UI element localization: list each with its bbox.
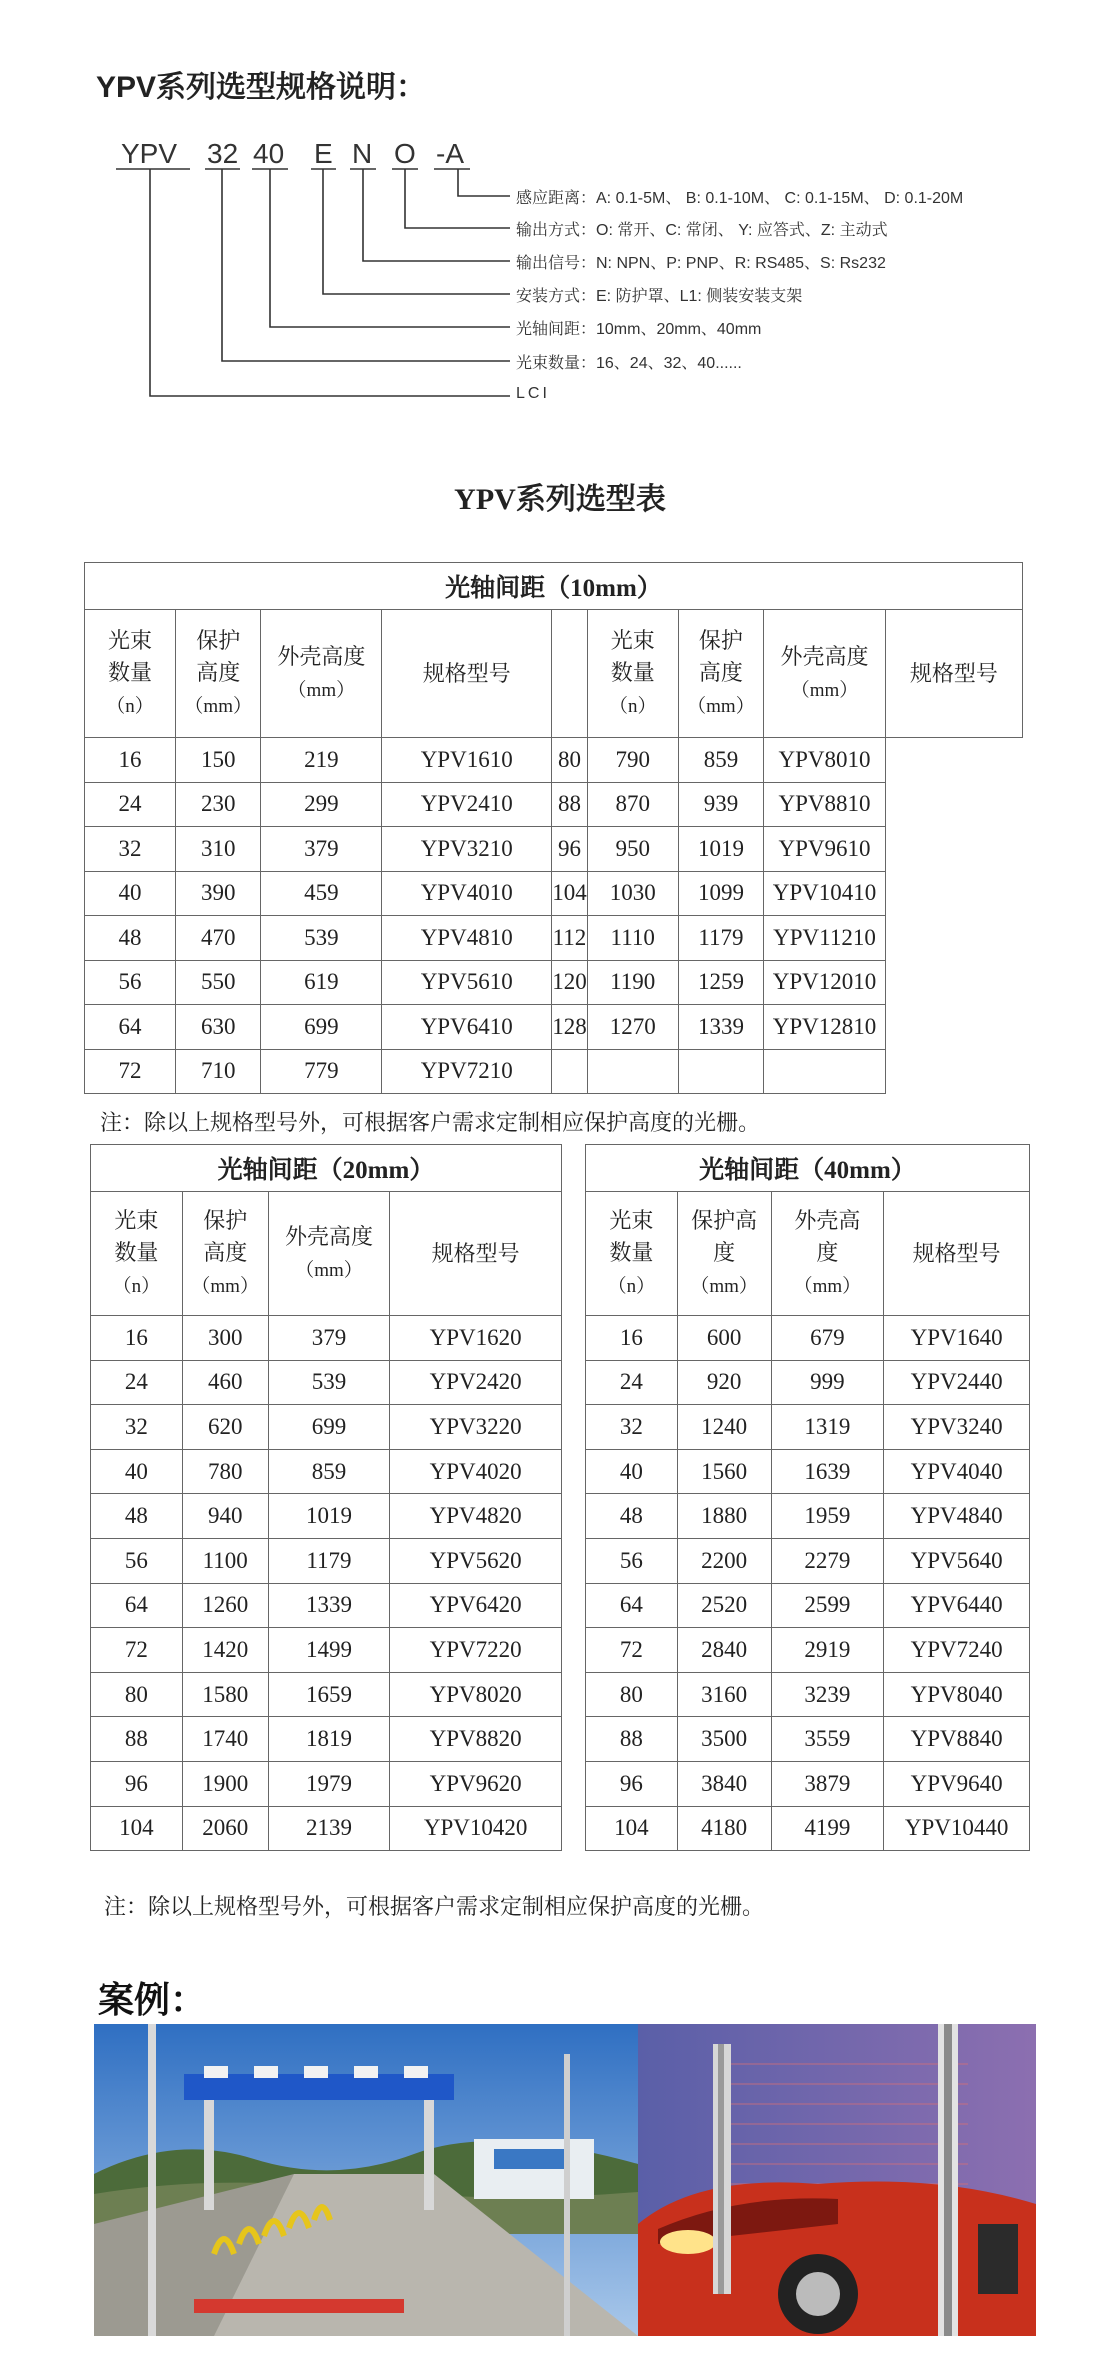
table-row: [91, 1449, 562, 1494]
cell-beams: 56: [85, 960, 176, 1005]
cell-beams: 48: [85, 916, 176, 961]
cell-model: [764, 1049, 886, 1094]
cell-protect-height: 920: [677, 1360, 771, 1405]
table-row: [91, 1717, 562, 1762]
cell-protect-height: 940: [182, 1494, 268, 1539]
cell-protect-height: 2520: [677, 1583, 771, 1628]
header-beams: 光束 数量 （n）: [91, 1192, 183, 1316]
cell-model: YPV10420: [390, 1806, 562, 1851]
cell-shell-height: 219: [261, 738, 382, 783]
cell-beams: 96: [586, 1761, 678, 1806]
cell-beams: 16: [91, 1316, 183, 1361]
cell-beams: 88: [586, 1717, 678, 1762]
cell-shell-height: 1339: [268, 1583, 390, 1628]
cell-shell-height: 779: [261, 1049, 382, 1094]
table-row: [91, 1761, 562, 1806]
table-row: [586, 1672, 1030, 1717]
case-photo-toll-station: [94, 2024, 638, 2336]
code-label-series: LCI: [516, 385, 550, 402]
code-part-range: -A: [436, 138, 464, 169]
cell-shell-height: 459: [261, 871, 382, 916]
cell-shell-height: 939: [678, 782, 764, 827]
cell-model: YPV4820: [390, 1494, 562, 1539]
cell-beams: 48: [91, 1494, 183, 1539]
cell-protect-height: 600: [677, 1316, 771, 1361]
header-model: 规格型号: [885, 610, 1022, 738]
cell-beams: 80: [586, 1672, 678, 1717]
cell-beams: 40: [586, 1449, 678, 1494]
cell-beams: 32: [91, 1405, 183, 1450]
table-row: [586, 1583, 1030, 1628]
cell-model: YPV5640: [884, 1538, 1030, 1583]
cell-model: YPV8810: [764, 782, 886, 827]
cell-protect-height: 310: [175, 827, 261, 872]
table-row: [91, 1360, 562, 1405]
cell-shell-height: 1179: [268, 1538, 390, 1583]
code-label-signal: 输出信号：N: NPN、P: PNP、R: RS485、S: Rs232: [516, 255, 886, 272]
cell-beams: 24: [85, 782, 176, 827]
cell-protect-height: 1190: [587, 960, 678, 1005]
cell-beams: 72: [586, 1628, 678, 1673]
cell-protect-height: 2060: [182, 1806, 268, 1851]
cell-shell-height: 539: [268, 1360, 390, 1405]
cell-model: YPV7240: [884, 1628, 1030, 1673]
table-title: YPV系列选型表: [454, 483, 666, 516]
cell-shell-height: 1499: [268, 1628, 390, 1673]
cell-protect-height: 460: [182, 1360, 268, 1405]
header-beams: 光束 数量 （n）: [587, 610, 678, 738]
table-row: [85, 916, 1023, 961]
table-row: [85, 960, 1023, 1005]
cell-beams: 112: [552, 916, 588, 961]
cell-shell-height: 2919: [771, 1628, 884, 1673]
cell-model: YPV3210: [382, 827, 552, 872]
code-part-beams: 32: [207, 138, 239, 169]
cell-protect-height: 1560: [677, 1449, 771, 1494]
case-title: 案例：: [98, 1979, 207, 2020]
cell-model: YPV2440: [884, 1360, 1030, 1405]
table-row: [85, 827, 1023, 872]
cell-beams: 64: [586, 1583, 678, 1628]
table-row: [85, 782, 1023, 827]
table-row: [586, 1717, 1030, 1762]
header-model: 规格型号: [382, 610, 552, 738]
cell-shell-height: [678, 1049, 764, 1094]
table-row: [91, 1538, 562, 1583]
cell-shell-height: 859: [268, 1449, 390, 1494]
cell-protect-height: 150: [175, 738, 261, 783]
cell-shell-height: 2139: [268, 1806, 390, 1851]
cell-protect-height: 4180: [677, 1806, 771, 1851]
cell-protect-height: 1030: [587, 871, 678, 916]
cell-protect-height: 2200: [677, 1538, 771, 1583]
cell-protect-height: 950: [587, 827, 678, 872]
cell-beams: 72: [91, 1628, 183, 1673]
cell-beams: 80: [91, 1672, 183, 1717]
cell-protect-height: 1580: [182, 1672, 268, 1717]
cell-protect-height: [587, 1049, 678, 1094]
cell-beams: 120: [552, 960, 588, 1005]
cell-shell-height: 1339: [678, 1005, 764, 1050]
table-row: [91, 1494, 562, 1539]
cell-model: YPV6440: [884, 1583, 1030, 1628]
cell-shell-height: 379: [268, 1316, 390, 1361]
header-protect-height: 保护 高度 （mm）: [182, 1192, 268, 1316]
header-shell-height: 外壳高度 （mm）: [764, 610, 886, 738]
cell-shell-height: 699: [261, 1005, 382, 1050]
cell-shell-height: 1659: [268, 1672, 390, 1717]
cell-model: YPV9640: [884, 1761, 1030, 1806]
cell-model: YPV8020: [390, 1672, 562, 1717]
cell-protect-height: 1740: [182, 1717, 268, 1762]
cell-shell-height: 859: [678, 738, 764, 783]
code-part-mount: E: [314, 138, 333, 169]
cell-protect-height: 1270: [587, 1005, 678, 1050]
cell-protect-height: 1110: [587, 916, 678, 961]
cell-protect-height: 390: [175, 871, 261, 916]
cell-protect-height: 620: [182, 1405, 268, 1450]
cell-shell-height: 1959: [771, 1494, 884, 1539]
cell-model: YPV2410: [382, 782, 552, 827]
table-40mm: [585, 1144, 1030, 1851]
cell-shell-height: 3559: [771, 1717, 884, 1762]
table-row: [586, 1628, 1030, 1673]
header-shell-height: 外壳高度 （mm）: [268, 1192, 390, 1316]
cell-beams: 104: [586, 1806, 678, 1851]
code-part-signal: N: [352, 138, 373, 169]
cell-shell-height: 2279: [771, 1538, 884, 1583]
cell-shell-height: 1979: [268, 1761, 390, 1806]
cell-shell-height: 1319: [771, 1405, 884, 1450]
cell-shell-height: 539: [261, 916, 382, 961]
table-row: [586, 1449, 1030, 1494]
cell-protect-height: 470: [175, 916, 261, 961]
cell-model: YPV1610: [382, 738, 552, 783]
header-shell-height: 外壳高度 （mm）: [261, 610, 382, 738]
code-label-spacing: 光轴间距：10mm、20mm、40mm: [516, 321, 762, 338]
cell-model: YPV3220: [390, 1405, 562, 1450]
code-label-range: 感应距离：A: 0.1-5M、 B: 0.1-10M、 C: 0.1-15M、 D: 0.1-20M: [516, 190, 964, 207]
cell-model: YPV10440: [884, 1806, 1030, 1851]
cell-model: YPV8840: [884, 1717, 1030, 1762]
cell-beams: 88: [91, 1717, 183, 1762]
cell-beams: 80: [552, 738, 588, 783]
cell-beams: 32: [586, 1405, 678, 1450]
cell-model: YPV3240: [884, 1405, 1030, 1450]
cell-shell-height: 679: [771, 1316, 884, 1361]
cell-model: YPV7210: [382, 1049, 552, 1094]
table-row: [586, 1494, 1030, 1539]
cell-protect-height: 790: [587, 738, 678, 783]
code-label-output: 输出方式：O: 常开、C: 常闭、 Y: 应答式、Z: 主动式: [516, 222, 888, 239]
table-row: [85, 1049, 1023, 1094]
cell-protect-height: 1260: [182, 1583, 268, 1628]
table-20mm: [90, 1144, 562, 1851]
cell-protect-height: 3160: [677, 1672, 771, 1717]
code-part-output: O: [394, 138, 416, 169]
cell-beams: 40: [85, 871, 176, 916]
cell-beams: 16: [586, 1316, 678, 1361]
cell-model: YPV4010: [382, 871, 552, 916]
cell-model: YPV2420: [390, 1360, 562, 1405]
cell-model: YPV1640: [884, 1316, 1030, 1361]
table-row: [586, 1761, 1030, 1806]
code-label-beams: 光束数量：16、24、32、40......: [516, 355, 742, 372]
cell-model: YPV10410: [764, 871, 886, 916]
cell-beams: 72: [85, 1049, 176, 1094]
table-row: [85, 871, 1023, 916]
cell-protect-height: 230: [175, 782, 261, 827]
cell-model: YPV5620: [390, 1538, 562, 1583]
cell-protect-height: 300: [182, 1316, 268, 1361]
cell-protect-height: 1100: [182, 1538, 268, 1583]
cell-model: YPV6420: [390, 1583, 562, 1628]
table-row: [91, 1806, 562, 1851]
cell-shell-height: 1099: [678, 871, 764, 916]
cell-shell-height: 1639: [771, 1449, 884, 1494]
cell-protect-height: 630: [175, 1005, 261, 1050]
note-20-40mm: 注：除以上规格型号外，可根据客户需求定制相应保护高度的光栅。: [104, 1894, 765, 1919]
cell-model: YPV7220: [390, 1628, 562, 1673]
header-protect-height: 保护 高度 （mm）: [175, 610, 261, 738]
table-row: [586, 1538, 1030, 1583]
code-part-spacing: 40: [253, 138, 285, 169]
cell-beams: 40: [91, 1449, 183, 1494]
table-row: [91, 1672, 562, 1717]
cell-model: YPV9610: [764, 827, 886, 872]
spec-heading: YPV系列选型规格说明：: [96, 71, 427, 104]
cell-beams: 24: [91, 1360, 183, 1405]
table-row: [586, 1405, 1030, 1450]
cell-model: YPV4040: [884, 1449, 1030, 1494]
cell-shell-height: 2599: [771, 1583, 884, 1628]
table-row: [85, 738, 1023, 783]
cell-model: YPV11210: [764, 916, 886, 961]
cell-protect-height: 2840: [677, 1628, 771, 1673]
cell-shell-height: 1259: [678, 960, 764, 1005]
table-row: [85, 1005, 1023, 1050]
cell-model: YPV1620: [390, 1316, 562, 1361]
table-row: [91, 1405, 562, 1450]
cell-beams: 56: [91, 1538, 183, 1583]
cell-protect-height: 3500: [677, 1717, 771, 1762]
cell-model: YPV4020: [390, 1449, 562, 1494]
cell-shell-height: 3879: [771, 1761, 884, 1806]
cell-shell-height: 1019: [268, 1494, 390, 1539]
table-40mm-title: 光轴间距（40mm）: [586, 1145, 1030, 1192]
cell-model: YPV9620: [390, 1761, 562, 1806]
cell-protect-height: 710: [175, 1049, 261, 1094]
table-20mm-title: 光轴间距（20mm）: [91, 1145, 562, 1192]
cell-protect-height: 780: [182, 1449, 268, 1494]
cell-beams: 96: [91, 1761, 183, 1806]
table-10mm: [84, 562, 1023, 1094]
cell-shell-height: 1179: [678, 916, 764, 961]
cell-beams: 88: [552, 782, 588, 827]
cell-model: YPV5610: [382, 960, 552, 1005]
cell-beams: 32: [85, 827, 176, 872]
cell-protect-height: 1900: [182, 1761, 268, 1806]
cell-shell-height: 4199: [771, 1806, 884, 1851]
cell-beams: 104: [552, 871, 588, 916]
header-model: 规格型号: [884, 1192, 1030, 1316]
cell-model: YPV8040: [884, 1672, 1030, 1717]
cell-model: YPV6410: [382, 1005, 552, 1050]
cell-beams: 64: [91, 1583, 183, 1628]
cell-protect-height: 1240: [677, 1405, 771, 1450]
header-beams: 光束 数量 （n）: [586, 1192, 678, 1316]
case-photo-car-light-curtain: [638, 2024, 1036, 2336]
cell-model: YPV8010: [764, 738, 886, 783]
cell-model: YPV12010: [764, 960, 886, 1005]
cell-beams: [552, 1049, 588, 1094]
cell-shell-height: 1819: [268, 1717, 390, 1762]
header-protect-height: 保护 高度 （mm）: [678, 610, 764, 738]
cell-model: YPV8820: [390, 1717, 562, 1762]
header-beams: 光束 数量 （n）: [85, 610, 176, 738]
cell-shell-height: 999: [771, 1360, 884, 1405]
cell-model: YPV4840: [884, 1494, 1030, 1539]
table-row: [586, 1360, 1030, 1405]
table-10mm-title: 光轴间距（10mm）: [85, 563, 1023, 610]
code-label-mount: 安装方式：E: 防护罩、L1: 侧装安装支架: [516, 288, 803, 305]
table-row: [586, 1806, 1030, 1851]
header-shell-height: 外壳高 度 （mm）: [771, 1192, 884, 1316]
header-protect-height: 保护高 度 （mm）: [677, 1192, 771, 1316]
cell-shell-height: 299: [261, 782, 382, 827]
cell-model: YPV12810: [764, 1005, 886, 1050]
table-row: [91, 1316, 562, 1361]
cell-beams: 96: [552, 827, 588, 872]
cell-shell-height: 699: [268, 1405, 390, 1450]
cell-shell-height: 3239: [771, 1672, 884, 1717]
table-gap: [552, 610, 588, 738]
cell-beams: 64: [85, 1005, 176, 1050]
cell-beams: 24: [586, 1360, 678, 1405]
cell-shell-height: 1019: [678, 827, 764, 872]
header-model: 规格型号: [390, 1192, 562, 1316]
cell-beams: 128: [552, 1005, 588, 1050]
cell-protect-height: 1880: [677, 1494, 771, 1539]
code-part-series: YPV: [121, 138, 178, 169]
cell-beams: 48: [586, 1494, 678, 1539]
cell-protect-height: 870: [587, 782, 678, 827]
note-10mm: 注：除以上规格型号外，可根据客户需求定制相应保护高度的光栅。: [100, 1110, 761, 1135]
cell-beams: 56: [586, 1538, 678, 1583]
cell-beams: 16: [85, 738, 176, 783]
cell-protect-height: 1420: [182, 1628, 268, 1673]
table-row: [586, 1316, 1030, 1361]
table-row: [91, 1628, 562, 1673]
cell-shell-height: 619: [261, 960, 382, 1005]
cell-beams: 104: [91, 1806, 183, 1851]
cell-protect-height: 550: [175, 960, 261, 1005]
cell-shell-height: 379: [261, 827, 382, 872]
cell-model: YPV4810: [382, 916, 552, 961]
table-row: [91, 1583, 562, 1628]
cell-protect-height: 3840: [677, 1761, 771, 1806]
